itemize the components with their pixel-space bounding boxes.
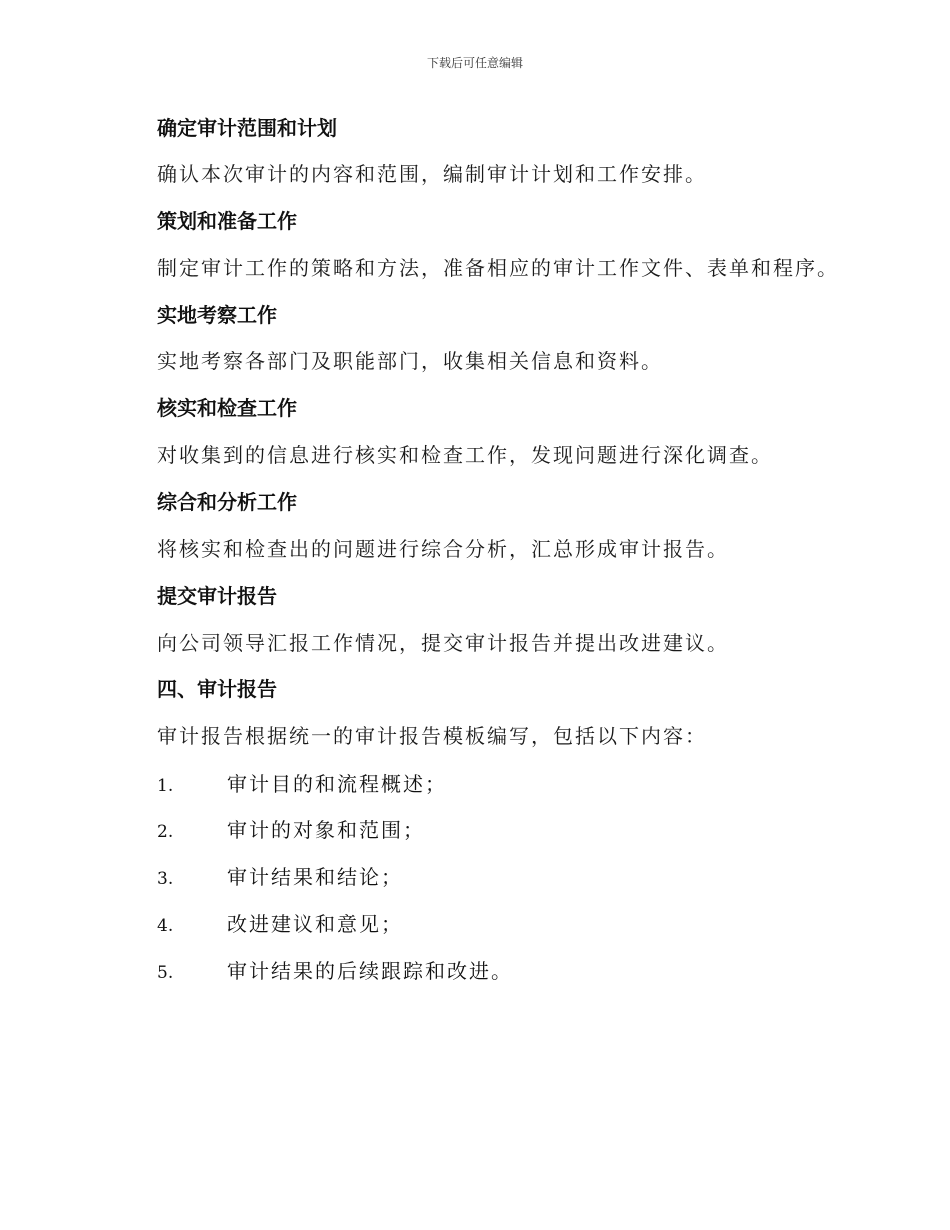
- section-body-audit-report: 审计报告根据统一的审计报告模板编写，包括以下内容：: [157, 724, 707, 748]
- list-item: [157, 912, 847, 936]
- section-body-planning: 制定审计工作的策略和方法，准备相应的审计工作文件、表单和程序。: [157, 256, 839, 280]
- list-number: 5.: [157, 963, 174, 983]
- list-number: 3.: [157, 869, 174, 889]
- list-text: 审计目的和流程概述；: [227, 772, 447, 796]
- list-item: [157, 959, 847, 983]
- section-body-verification: 对收集到的信息进行核实和检查工作，发现问题进行深化调查。: [157, 443, 773, 467]
- section-heading-site-visit: 实地考察工作: [157, 303, 277, 327]
- section-body-submit-report: 向公司领导汇报工作情况，提交审计报告并提出改进建议。: [157, 631, 729, 655]
- section-body-analysis: 将核实和检查出的问题进行综合分析，汇总形成审计报告。: [157, 537, 729, 561]
- section-heading-submit-report: 提交审计报告: [157, 584, 277, 608]
- list-text: 改进建议和意见；: [227, 912, 403, 936]
- list-number: 2.: [157, 822, 174, 842]
- list-text: 审计结果的后续跟踪和改进。: [227, 959, 513, 983]
- section-heading-planning: 策划和准备工作: [157, 209, 297, 233]
- page-header: 下载后可任意编辑: [426, 56, 523, 70]
- section-heading-scope: 确定审计范围和计划: [157, 116, 337, 140]
- list-item: [157, 818, 847, 842]
- section-heading-analysis: 综合和分析工作: [157, 490, 297, 514]
- list-item: [157, 772, 847, 796]
- list-text: 审计结果和结论；: [227, 865, 403, 889]
- list-item: [157, 865, 847, 889]
- section-heading-verification: 核实和检查工作: [157, 396, 297, 420]
- section-heading-audit-report: 四、审计报告: [157, 677, 277, 701]
- list-text: 审计的对象和范围；: [227, 818, 425, 842]
- list-number: 1.: [157, 776, 174, 796]
- section-body-scope: 确认本次审计的内容和范围，编制审计计划和工作安排。: [157, 162, 707, 186]
- section-body-site-visit: 实地考察各部门及职能部门，收集相关信息和资料。: [157, 349, 663, 373]
- list-number: 4.: [157, 916, 174, 936]
